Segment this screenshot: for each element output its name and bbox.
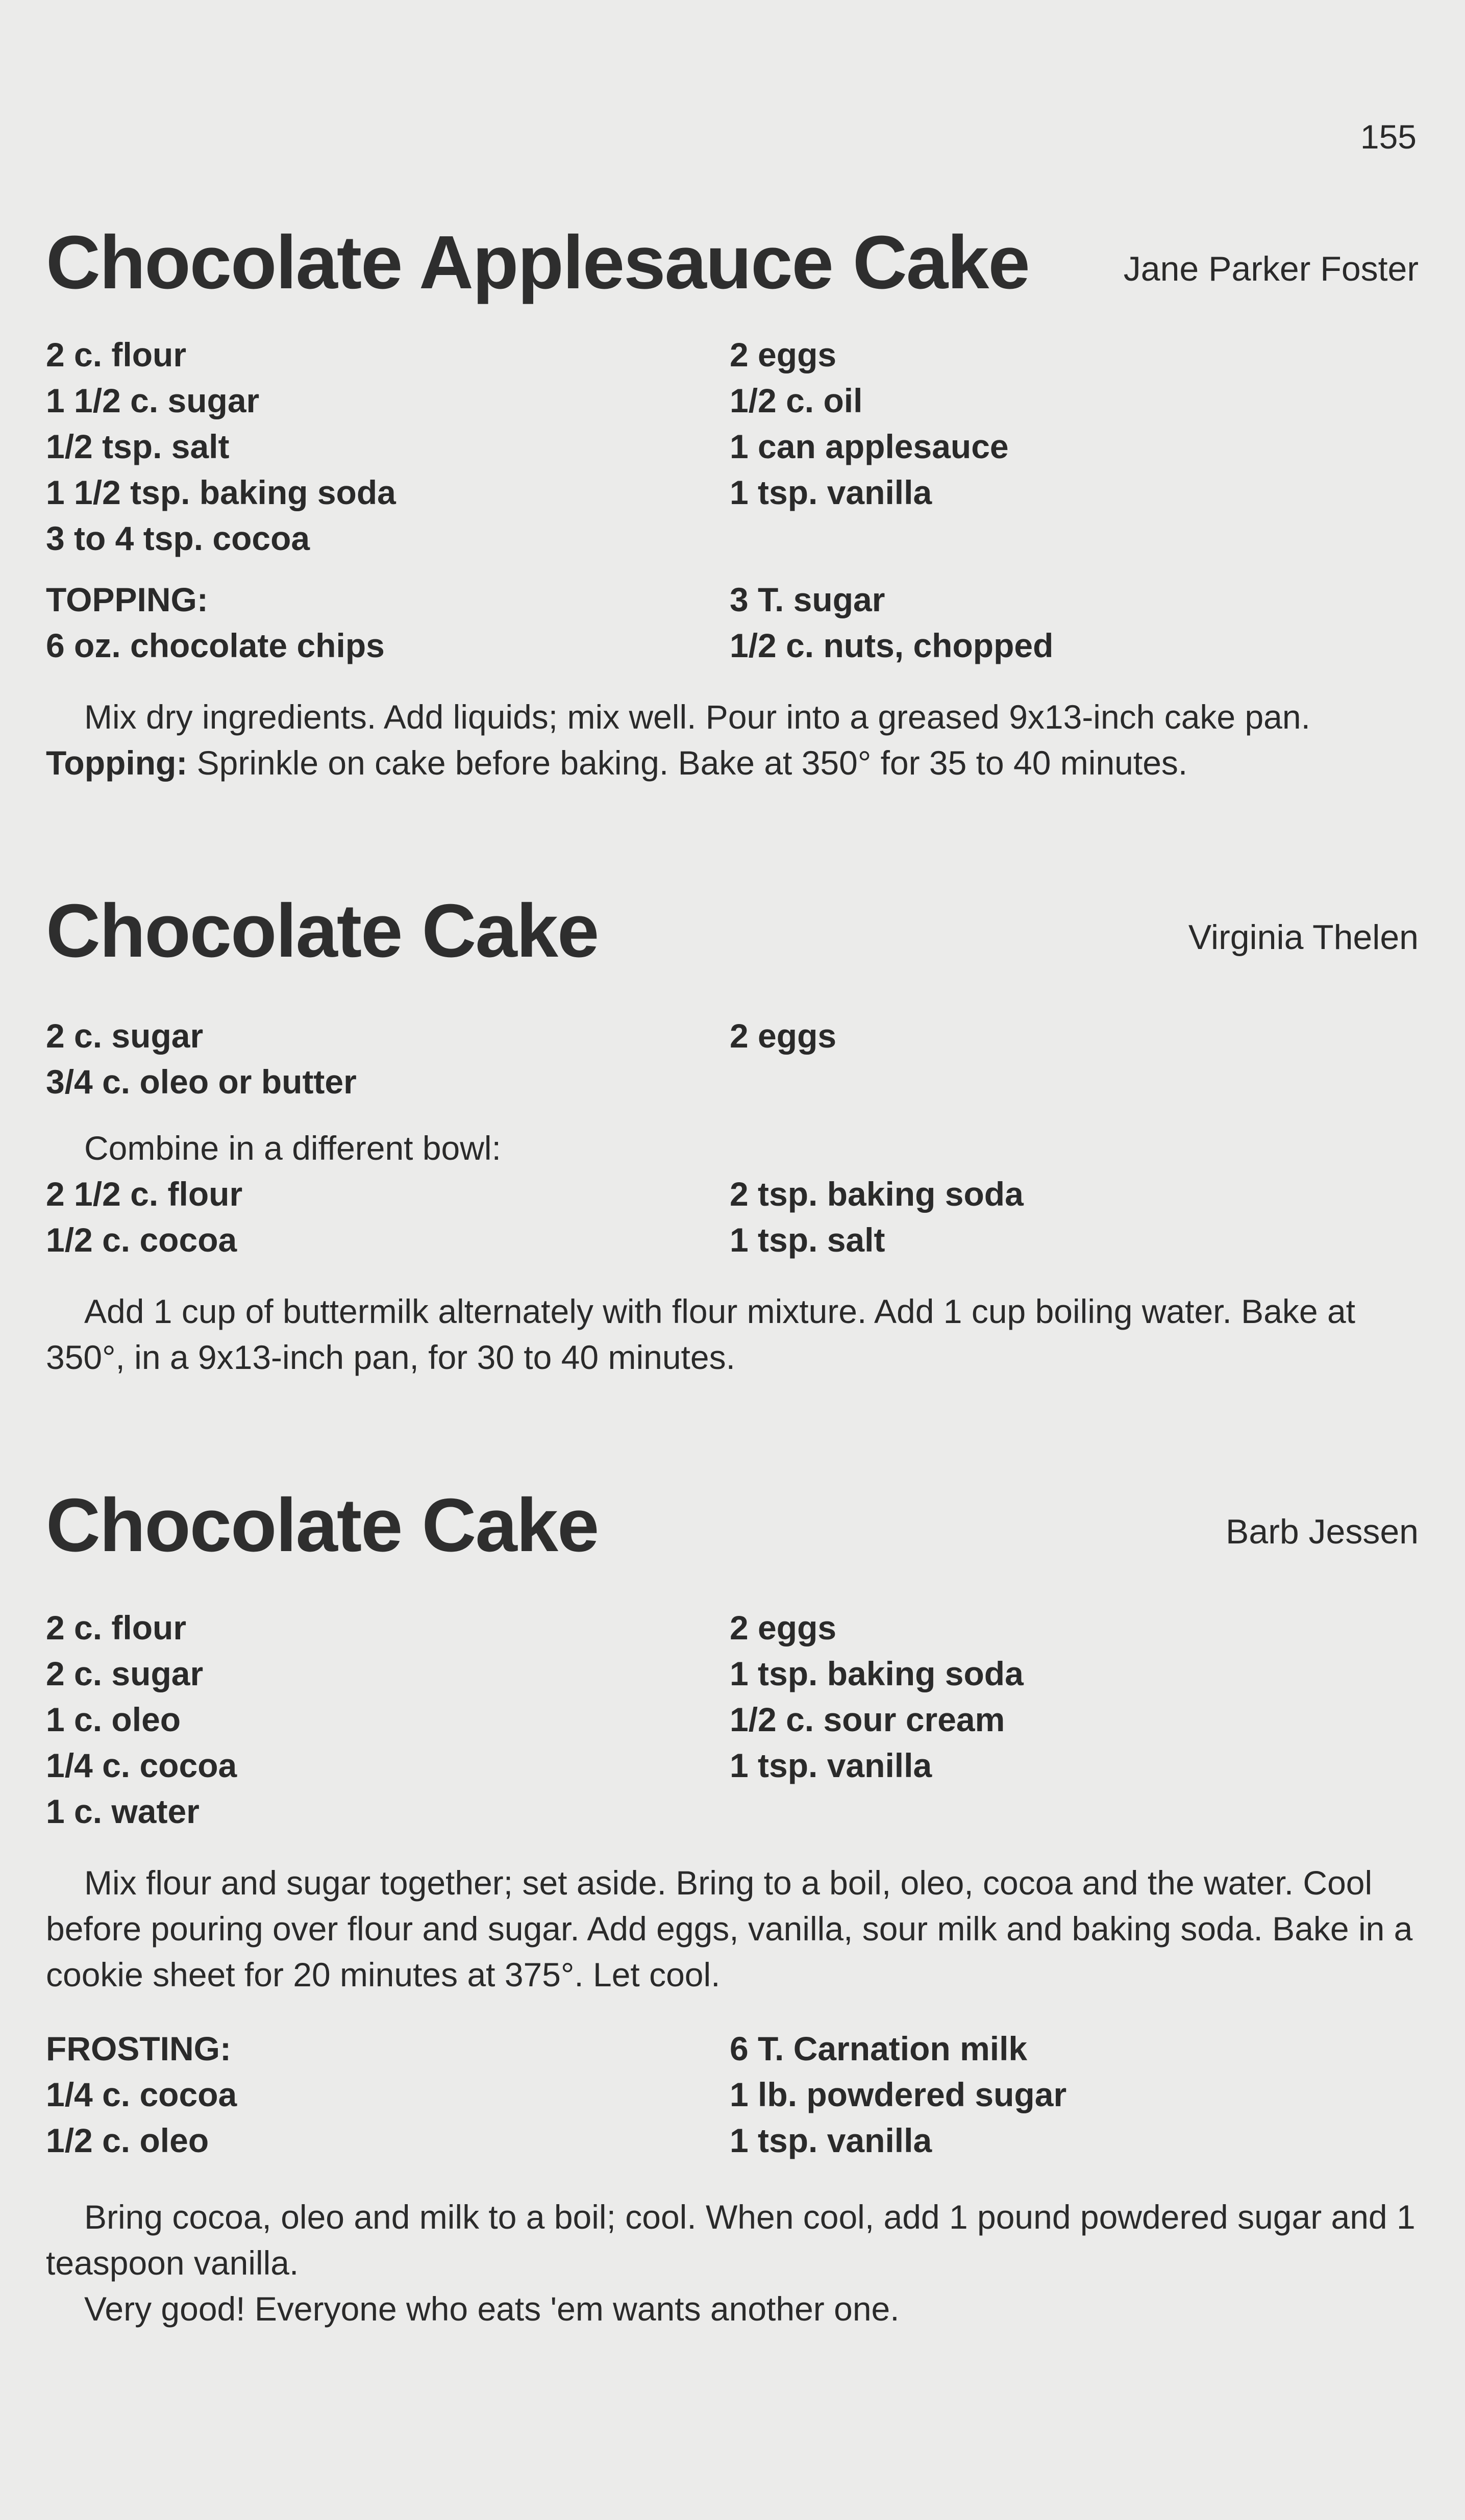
- ingredients-left-column: [46, 1605, 237, 1834]
- directions: Add 1 cup of buttermilk alternately with flour mixture. Add 1 cup boiling water. Bake at 350°, in a 9x13-inch pan, for 30 to 40 minutes.: [46, 1292, 1355, 1376]
- directions: [46, 694, 1419, 786]
- topping-block: [46, 577, 1419, 694]
- ingredient: 6 oz. chocolate chips: [46, 627, 385, 664]
- topping-left-column: [46, 577, 385, 668]
- frosting-block: [46, 2026, 1419, 2194]
- ingredient: 1/4 c. cocoa: [46, 1746, 237, 1784]
- ingredient: 1 tsp. vanilla: [730, 473, 932, 511]
- ingredients-left-column: [46, 1013, 357, 1105]
- ingredients-block: [46, 1605, 1419, 1860]
- ingredient: 2 c. flour: [46, 1609, 187, 1646]
- ingredient: 2 eggs: [730, 336, 837, 373]
- ingredient: 2 c. flour: [46, 336, 187, 373]
- ingredient: 1 c. water: [46, 1792, 200, 1830]
- ingredient: 2 eggs: [730, 1609, 837, 1646]
- ingredients-right-column: [730, 332, 1009, 515]
- ingredients-block: [46, 1013, 1419, 1125]
- recipe-author: Virginia Thelen: [1188, 918, 1419, 957]
- ingredient: 2 eggs: [730, 1017, 837, 1055]
- recipe-title: Chocolate Cake: [46, 1483, 599, 1567]
- directions-text: Mix dry ingredients. Add liquids; mix well. Pour into a greased 9x13-inch cake pan.: [84, 698, 1310, 736]
- ingredient: 2 tsp. baking soda: [730, 1175, 1024, 1213]
- ingredient: 1 tsp. baking soda: [730, 1655, 1024, 1692]
- recipe-header: [46, 219, 1419, 316]
- recipe-chocolate-cake-jessen: [46, 1482, 1419, 2332]
- recipe-header: [46, 1482, 1419, 1579]
- frosting-directions: Bring cocoa, oleo and milk to a boil; cool. When cool, add 1 pound powdered sugar and 1 teaspoon vanilla.: [46, 2198, 1416, 2282]
- frosting-right-column: [730, 2026, 1066, 2163]
- ingredient: 3/4 c. oleo or butter: [46, 1063, 357, 1101]
- recipe-header: [46, 888, 1419, 985]
- topping-heading: TOPPING:: [46, 581, 208, 618]
- frosting-heading: FROSTING:: [46, 2030, 231, 2067]
- ingredient: 1/2 c. sour cream: [730, 1701, 1005, 1738]
- ingredient: 1 tsp. salt: [730, 1221, 885, 1259]
- recipe-title: Chocolate Applesauce Cake: [46, 220, 1029, 305]
- ingredient: 1 1/2 c. sugar: [46, 382, 260, 419]
- recipe-chocolate-cake-thelen: [46, 888, 1419, 1380]
- ingredient: 1/4 c. cocoa: [46, 2076, 237, 2113]
- directions: Mix flour and sugar together; set aside. Bring to a boil, oleo, cocoa and the water. Cool before pouring over flour and sugar. Add eggs, vanilla, sour milk and baking soda. Bake in a cookie sheet for 20 minutes at 375°. Let cool.: [46, 1864, 1413, 1993]
- ingredients-right-column: [730, 1605, 1024, 1788]
- ingredient: 1/2 c. oleo: [46, 2122, 209, 2159]
- ingredient: 1/2 c. nuts, chopped: [730, 627, 1054, 664]
- page-number: 155: [1360, 118, 1417, 156]
- ingredient: 2 1/2 c. flour: [46, 1175, 243, 1213]
- topping-directions: Sprinkle on cake before baking. Bake at 350° for 35 to 40 minutes.: [187, 744, 1188, 782]
- ingredients-left-column: [46, 332, 396, 561]
- ingredient: 1 tsp. vanilla: [730, 1746, 932, 1784]
- ingredient: 1/2 c. cocoa: [46, 1221, 237, 1259]
- recipe-title: Chocolate Cake: [46, 889, 599, 973]
- ingredient: 2 c. sugar: [46, 1655, 204, 1692]
- ingredients-block: [46, 332, 1419, 577]
- ingredients2-right-column: [730, 1171, 1024, 1263]
- ingredients-block-2: [46, 1171, 1419, 1288]
- recipe-author: Barb Jessen: [1226, 1512, 1419, 1551]
- recipe-author: Jane Parker Foster: [1123, 249, 1419, 288]
- recipe-chocolate-applesauce-cake: [46, 219, 1419, 786]
- ingredients2-left-column: [46, 1171, 242, 1263]
- ingredient: 3 T. sugar: [730, 581, 885, 618]
- recipe-note: Very good! Everyone who eats 'em wants another one.: [84, 2290, 900, 2328]
- topping-label: Topping:: [46, 744, 188, 782]
- ingredient: 3 to 4 tsp. cocoa: [46, 519, 310, 557]
- ingredient: 2 c. sugar: [46, 1017, 204, 1055]
- ingredient: 1 tsp. vanilla: [730, 2122, 932, 2159]
- ingredient: 1 can applesauce: [730, 428, 1009, 465]
- ingredient: 1 c. oleo: [46, 1701, 181, 1738]
- topping-right-column: [730, 577, 1053, 668]
- ingredient: 1 1/2 tsp. baking soda: [46, 473, 396, 511]
- ingredient: 1/2 c. oil: [730, 382, 863, 419]
- ingredients-right-column: [730, 1013, 836, 1059]
- ingredient: 6 T. Carnation milk: [730, 2030, 1028, 2067]
- frosting-left-column: [46, 2026, 237, 2163]
- ingredient: 1 lb. powdered sugar: [730, 2076, 1067, 2113]
- ingredient: 1/2 tsp. salt: [46, 428, 230, 465]
- combine-note: Combine in a different bowl:: [84, 1129, 501, 1167]
